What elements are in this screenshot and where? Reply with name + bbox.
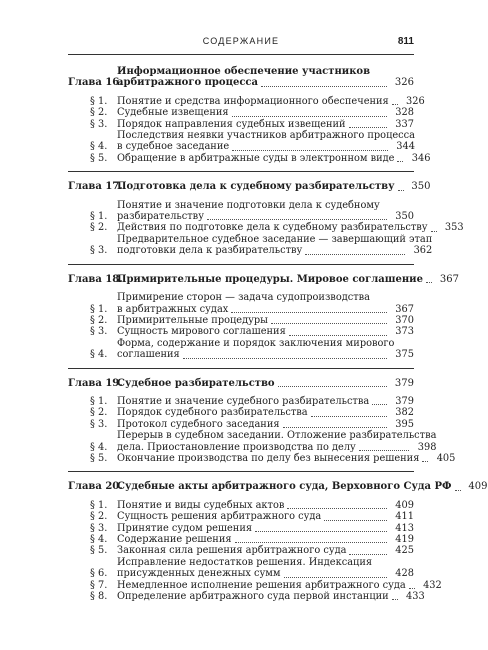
- title-text: Последствия неявки участников арбитражного процесса: [117, 130, 415, 142]
- title-text: Окончание производства по делу без вынесения решения: [117, 452, 420, 464]
- chapter-separator: [68, 368, 414, 369]
- section-number: § 7.: [90, 579, 108, 591]
- title-line: [117, 107, 414, 118]
- dot-leader: [207, 219, 387, 220]
- section-title: [117, 396, 414, 407]
- title-text: арбитражного процесса: [117, 77, 258, 89]
- page-number: 811: [397, 36, 414, 47]
- section-title: [117, 430, 436, 453]
- dot-leader: [235, 542, 387, 543]
- title-line: [117, 304, 414, 315]
- title-text: Предварительное судебное заседание — завершающий этап: [117, 233, 433, 245]
- dot-leader: [278, 386, 387, 387]
- toc-entry: [68, 579, 442, 591]
- title-text: Сущность решения арбитражного суда: [117, 511, 322, 523]
- section-title: [117, 419, 414, 430]
- section-number: § 4.: [90, 349, 108, 361]
- dot-leader: [324, 520, 387, 521]
- title-text: присужденных денежных сумм: [117, 568, 281, 580]
- title-line: [117, 181, 431, 192]
- page-ref: 405: [436, 452, 456, 464]
- page-ref: 432: [423, 579, 442, 591]
- title-text: Немедленное исполнение решения арбитражного суда: [117, 579, 406, 591]
- section-list: [68, 292, 414, 360]
- page-ref: 350: [395, 211, 414, 223]
- section-number: § 3.: [90, 522, 108, 534]
- chapter-title: [117, 181, 431, 192]
- chapter-heading: [68, 481, 488, 493]
- title-line: [117, 430, 436, 441]
- title-text: Порядок судебного разбирательства: [117, 407, 308, 419]
- dot-leader: [359, 450, 410, 451]
- chapter-title: [117, 66, 414, 89]
- title-line: [117, 234, 432, 245]
- title-text: дела. Приостановление производства по делу: [117, 441, 356, 453]
- title-line: [117, 407, 414, 418]
- title-line: [117, 481, 488, 492]
- section-list: [68, 95, 431, 164]
- chapter-separator: [68, 471, 414, 472]
- dot-leader: [305, 254, 405, 255]
- page-ref: 433: [406, 591, 425, 603]
- chapter-title: [117, 274, 459, 285]
- title-text: в арбитражных судах: [117, 303, 229, 315]
- dot-leader: [426, 282, 432, 283]
- title-line: [117, 96, 425, 107]
- title-text: Примирение сторон — задача судопроизводства: [117, 292, 371, 304]
- toc-entry: [68, 107, 414, 118]
- page-ref: 326: [394, 77, 414, 89]
- chapter-label: Глава 16.: [68, 77, 123, 89]
- section-title: [117, 130, 415, 153]
- title-text: Определение арбитражного суда первой инстанции: [117, 591, 389, 603]
- toc-entry: [68, 534, 414, 545]
- title-text: Судебные акты арбитражного суда, Верховного Суда РФ: [117, 481, 452, 493]
- title-line: [117, 500, 414, 511]
- page-header: [68, 36, 414, 50]
- title-line: [117, 545, 414, 556]
- toc-entry: [68, 200, 414, 223]
- dot-leader: [283, 427, 387, 428]
- title-text: Сущность мирового соглашения: [117, 326, 286, 338]
- section-number: § 2.: [90, 222, 108, 234]
- chapter-title: [117, 481, 488, 492]
- section-list: [68, 199, 464, 257]
- title-text: в судебное заседание: [117, 141, 230, 153]
- page-ref: 425: [395, 545, 414, 557]
- title-text: Примирительные процедуры: [117, 314, 268, 326]
- page-ref: 413: [395, 522, 414, 534]
- section-title: [117, 407, 414, 418]
- section-number: § 3.: [90, 118, 108, 130]
- section-title: [117, 119, 414, 130]
- title-line: [117, 523, 414, 534]
- dot-leader: [255, 531, 387, 532]
- dot-leader: [431, 231, 437, 232]
- chapter-heading: [68, 378, 414, 389]
- page-ref: 411: [395, 511, 414, 523]
- title-text: Понятие и средства информационного обеспечения: [117, 95, 389, 107]
- running-head: СОДЕРЖАНИЕ: [202, 36, 280, 46]
- title-line: [117, 511, 414, 522]
- title-text: Законная сила решения арбитражного суда: [117, 545, 347, 557]
- title-text: Принятие судом решения: [117, 522, 253, 534]
- chapter-label: Глава 20.: [68, 481, 123, 493]
- toc-entry: [68, 419, 414, 430]
- page-ref: 370: [395, 314, 414, 326]
- page-ref: 362: [413, 245, 433, 257]
- section-title: [117, 545, 414, 556]
- section-number: § 3.: [90, 245, 108, 257]
- table-of-contents: [68, 66, 488, 603]
- toc-entry: [68, 452, 456, 464]
- title-line: [117, 557, 414, 568]
- section-number: § 2.: [90, 407, 108, 419]
- toc-entry: [68, 557, 414, 580]
- section-title: [117, 107, 414, 118]
- section-number: § 6.: [90, 568, 108, 580]
- toc-entry: [68, 545, 414, 556]
- title-text: Понятие и значение судебного разбирательства: [117, 395, 370, 407]
- title-text: Исправление недостатков решения. Индексация: [117, 556, 373, 568]
- title-text: Перерыв в судебном заседании. Отложение разбирательства: [117, 430, 437, 442]
- section-list: [68, 499, 442, 603]
- toc-entry: [68, 591, 425, 603]
- dot-leader: [271, 323, 387, 324]
- title-text: Судебные извещения: [117, 107, 229, 119]
- section-number: § 1.: [90, 395, 108, 407]
- title-text: Подготовка дела к судебному разбирательству: [117, 181, 395, 193]
- title-text: подготовки дела к разбирательству: [117, 245, 303, 257]
- dot-leader: [397, 161, 403, 162]
- section-title: [117, 234, 432, 257]
- toc-entry: [68, 119, 414, 130]
- dot-leader: [311, 416, 387, 417]
- title-text: соглашения: [117, 349, 180, 361]
- title-line: [117, 245, 432, 256]
- title-line: [117, 396, 414, 407]
- section-number: § 5.: [90, 452, 108, 464]
- section-title: [117, 500, 414, 511]
- dot-leader: [392, 599, 398, 600]
- page-ref: 395: [395, 418, 414, 430]
- section-title: [117, 523, 414, 534]
- section-number: § 2.: [90, 107, 108, 119]
- dot-leader: [409, 588, 415, 589]
- section-number: § 8.: [90, 591, 108, 603]
- title-line: [117, 66, 414, 77]
- section-number: § 5.: [90, 545, 108, 557]
- chapter-title: [117, 378, 414, 389]
- title-line: [117, 130, 415, 141]
- section-number: § 2.: [90, 314, 108, 326]
- title-text: Форма, содержание и порядок заключения мирового: [117, 337, 395, 349]
- section-title: [117, 315, 414, 326]
- title-line: [117, 77, 414, 88]
- page-ref: 367: [395, 303, 414, 315]
- title-text: Информационное обеспечение участников: [117, 66, 371, 77]
- toc-entry: [68, 407, 414, 418]
- chapter-heading: [68, 273, 459, 285]
- page-ref: 379: [394, 377, 414, 389]
- section-number: § 5.: [90, 152, 108, 164]
- chapter-separator: [68, 171, 414, 172]
- title-text: Действия по подготовке дела к судебному разбирательству: [117, 222, 428, 234]
- section-title: [117, 96, 425, 107]
- dot-leader: [422, 461, 428, 462]
- section-list: [68, 395, 456, 464]
- dot-leader: [183, 358, 387, 359]
- section-title: [117, 153, 430, 164]
- title-line: [117, 222, 464, 233]
- page-ref: 344: [396, 141, 415, 153]
- page-ref: 350: [411, 181, 431, 193]
- page-ref: 337: [395, 118, 414, 130]
- title-text: Понятие и виды судебных актов: [117, 499, 285, 511]
- section-title: [117, 557, 414, 580]
- title-text: Примирительные процедуры. Мировое соглашение: [117, 273, 423, 285]
- page-ref: 367: [439, 273, 459, 285]
- title-line: [117, 292, 414, 303]
- dot-leader: [231, 312, 387, 313]
- chapter-label: Глава 19.: [68, 377, 123, 389]
- section-number: § 3.: [90, 418, 108, 430]
- section-title: [117, 292, 414, 315]
- section-title: [117, 222, 464, 233]
- dot-leader: [232, 150, 388, 151]
- section-number: § 1.: [90, 211, 108, 223]
- page-ref: 353: [444, 222, 464, 234]
- title-line: [117, 153, 430, 164]
- toc-entry: [68, 222, 464, 234]
- title-line: [117, 419, 414, 430]
- section-title: [117, 326, 414, 337]
- page-ref: 409: [395, 499, 414, 511]
- section-number: § 2.: [90, 511, 108, 523]
- chapter-separator: [68, 264, 414, 265]
- title-line: [117, 378, 414, 389]
- toc-entry: [68, 396, 414, 407]
- page-ref: 428: [395, 568, 414, 580]
- toc-entry: [68, 500, 414, 511]
- page-ref: 375: [395, 349, 414, 361]
- section-title: [117, 338, 414, 361]
- toc-entry: [68, 338, 414, 361]
- toc-entry: [68, 292, 414, 315]
- title-text: Обращение в арбитражные суды в электронном виде: [117, 152, 395, 164]
- title-line: [117, 338, 414, 349]
- title-line: [117, 568, 414, 579]
- dot-leader: [392, 104, 398, 105]
- section-number: § 1.: [90, 95, 108, 107]
- dot-leader: [349, 127, 387, 128]
- section-title: [117, 591, 425, 602]
- title-text: Порядок направления судебных извещений: [117, 118, 346, 130]
- section-number: § 4.: [90, 441, 108, 453]
- toc-entry: [68, 315, 414, 326]
- title-line: [117, 274, 459, 285]
- section-number: § 4.: [90, 534, 108, 545]
- title-text: Понятие и значение подготовки дела к судебному: [117, 199, 380, 211]
- dot-leader: [289, 335, 387, 336]
- section-title: [117, 453, 455, 464]
- chapter-label: Глава 17.: [68, 181, 123, 193]
- title-line: [117, 442, 436, 453]
- title-line: [117, 200, 414, 211]
- title-text: Судебное разбирательство: [117, 377, 275, 389]
- dot-leader: [287, 508, 387, 509]
- title-text: Содержание решения: [117, 534, 232, 545]
- toc-entry: [68, 523, 414, 534]
- dot-leader: [232, 116, 387, 117]
- title-line: [117, 326, 414, 337]
- title-line: [117, 349, 414, 360]
- toc-entry: [68, 130, 414, 153]
- page-ref: 373: [395, 326, 414, 338]
- toc-entry: [68, 326, 414, 337]
- section-number: § 3.: [90, 326, 108, 338]
- section-number: § 1.: [90, 303, 108, 315]
- dot-leader: [455, 490, 461, 491]
- title-line: [117, 141, 415, 152]
- dot-leader: [284, 577, 387, 578]
- page-ref: 382: [395, 407, 414, 419]
- toc-entry: [68, 430, 437, 453]
- toc-entry: [68, 511, 414, 522]
- dot-leader: [349, 554, 387, 555]
- chapter-heading: [68, 181, 431, 193]
- page-ref: 419: [395, 534, 414, 545]
- section-title: [117, 580, 442, 591]
- title-line: [117, 580, 442, 591]
- section-number: § 4.: [90, 141, 108, 153]
- chapter-heading: [68, 66, 414, 89]
- page-ref: 328: [395, 107, 414, 119]
- page-ref: 409: [468, 481, 488, 493]
- toc-entry: [68, 152, 431, 164]
- title-line: [117, 119, 414, 130]
- section-number: § 1.: [90, 499, 108, 511]
- title-line: [117, 211, 414, 222]
- page-ref: 346: [411, 152, 431, 164]
- page-ref: 398: [417, 441, 437, 453]
- title-text: Протокол судебного заседания: [117, 418, 280, 430]
- chapter-label: Глава 18.: [68, 273, 123, 285]
- toc-entry: [68, 233, 433, 257]
- section-title: [117, 200, 414, 223]
- title-line: [117, 453, 455, 464]
- page-ref: 379: [395, 395, 414, 407]
- title-line: [117, 315, 414, 326]
- title-line: [117, 534, 414, 545]
- section-title: [117, 511, 414, 522]
- title-line: [117, 591, 425, 602]
- dot-leader: [261, 86, 387, 87]
- title-text: разбирательству: [117, 211, 204, 223]
- section-title: [117, 534, 414, 545]
- toc-entry: [68, 95, 425, 107]
- dot-leader: [372, 404, 387, 405]
- page-ref: 326: [406, 95, 425, 107]
- header-rule: [68, 54, 414, 55]
- dot-leader: [398, 190, 404, 191]
